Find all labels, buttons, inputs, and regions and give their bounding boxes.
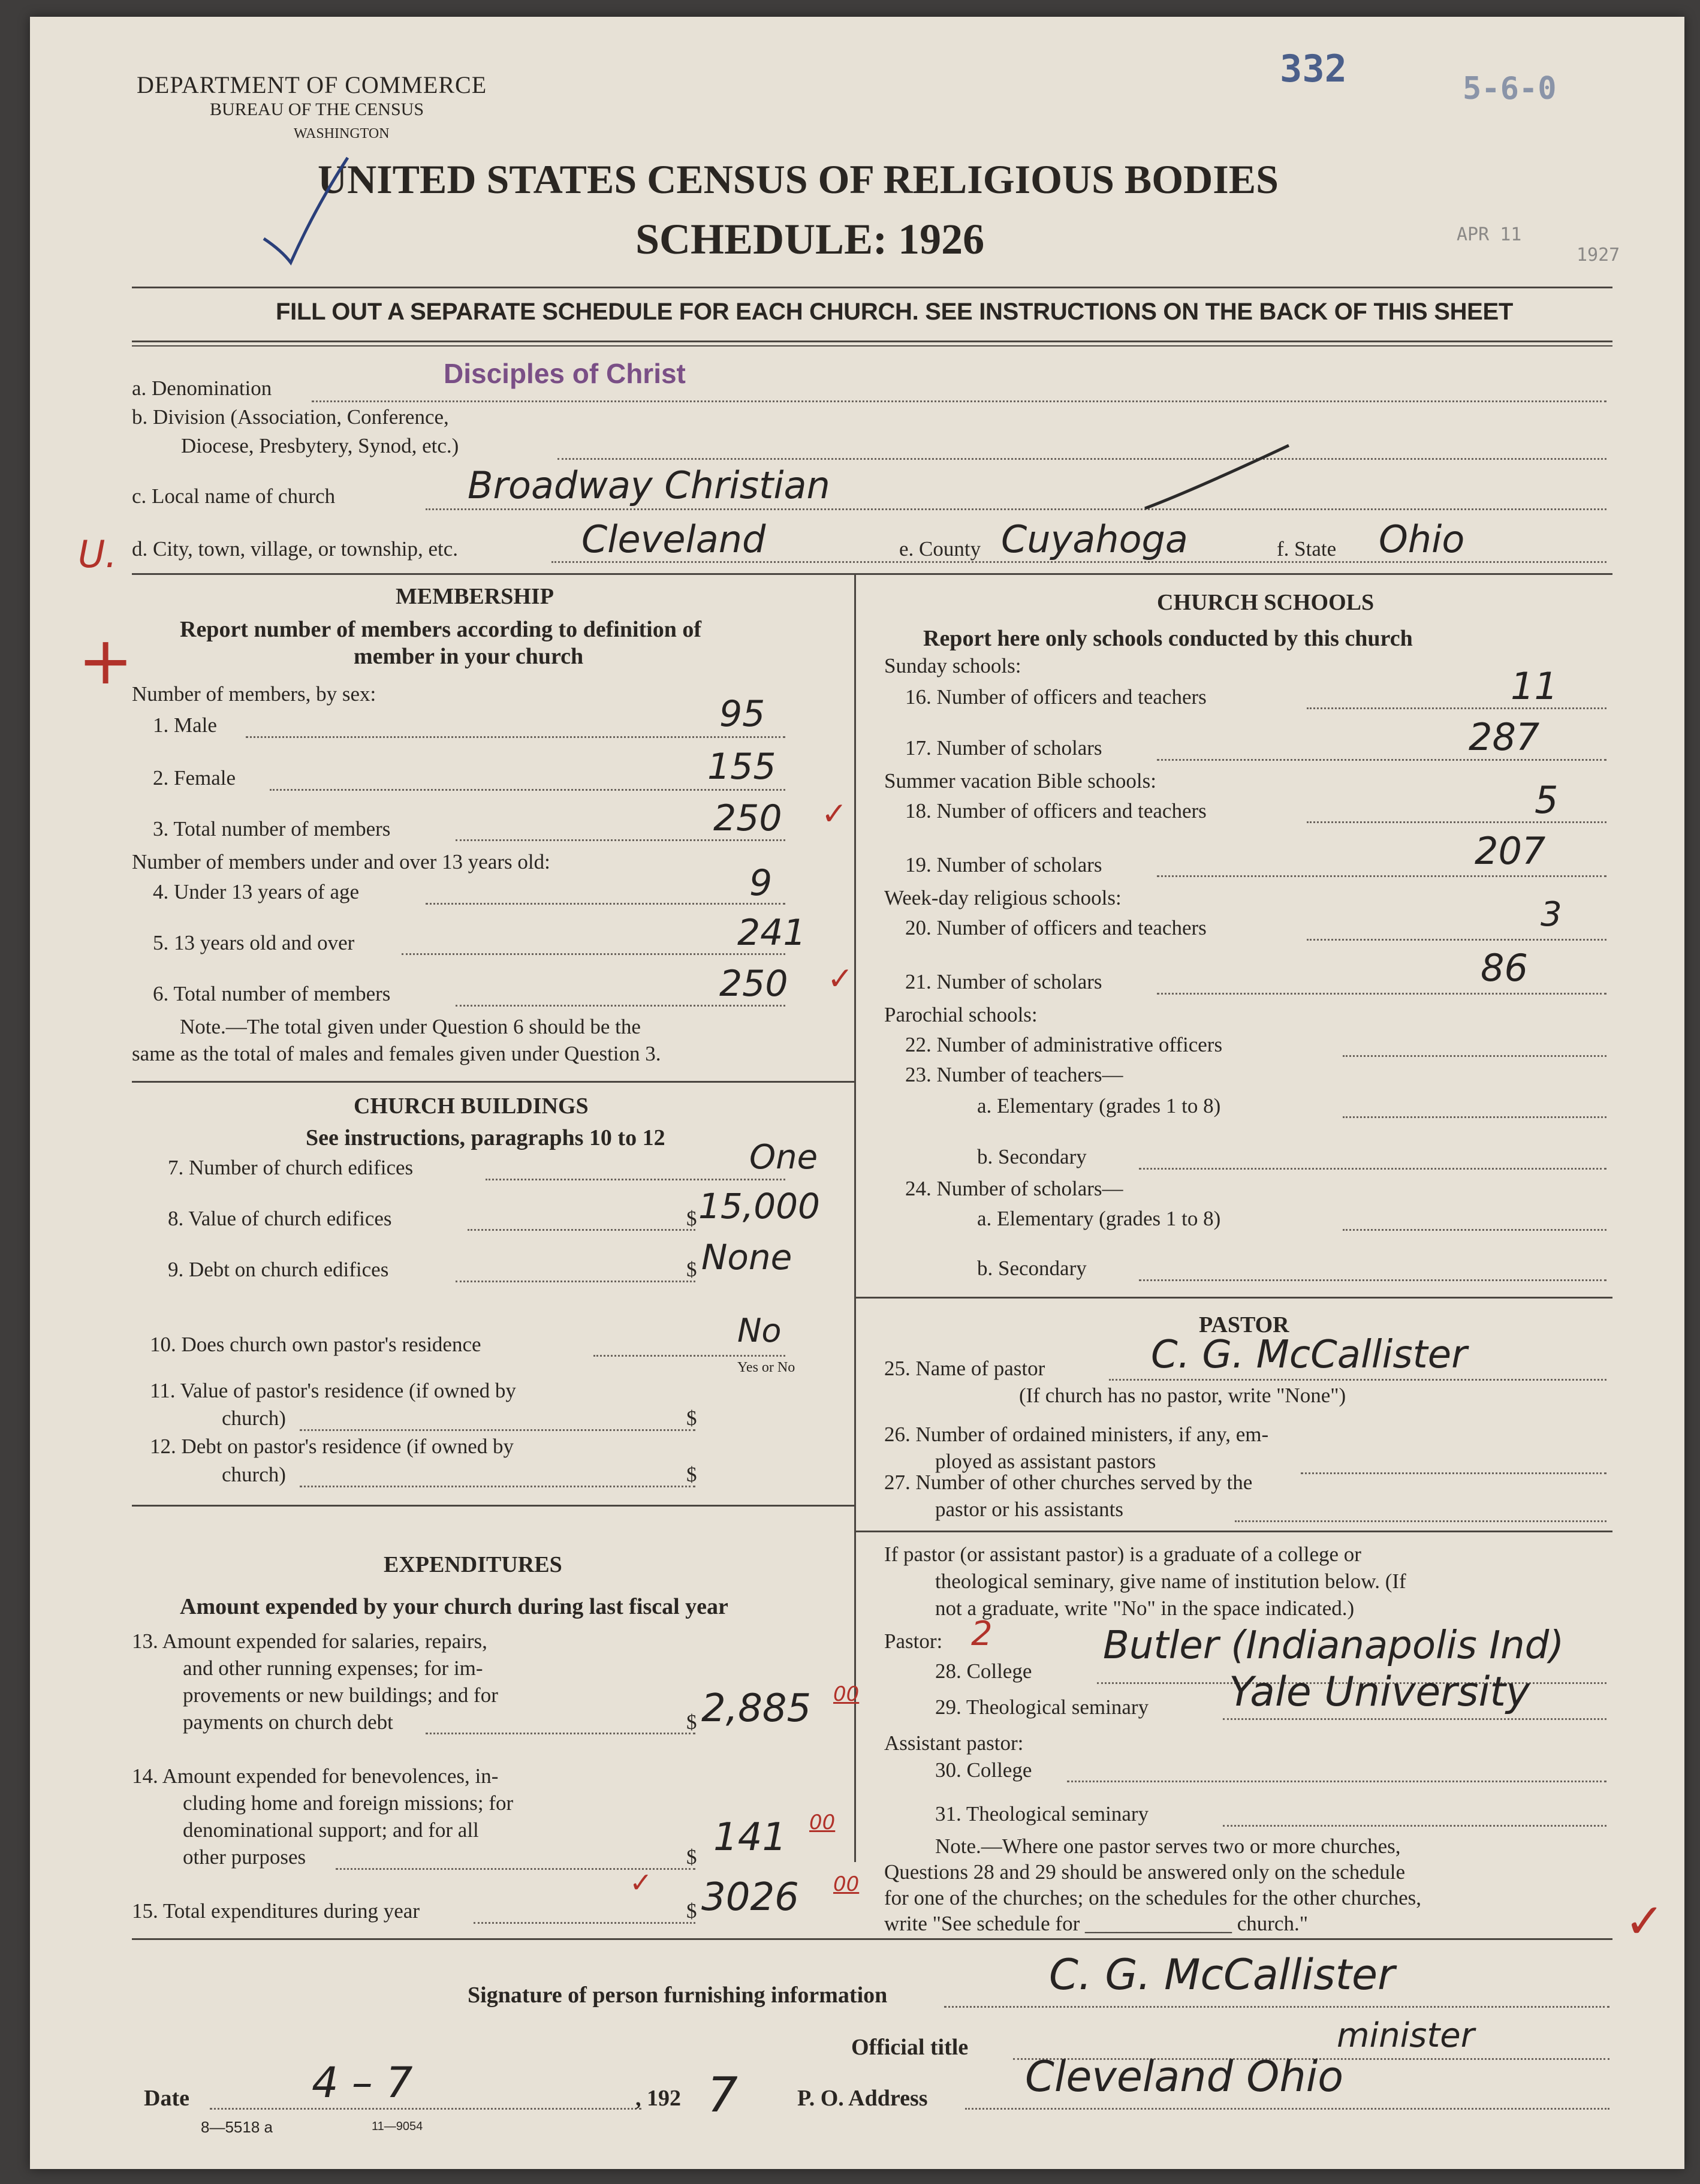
state-label: f. State xyxy=(1277,537,1337,561)
church-name-label: c. Local name of church xyxy=(132,484,336,508)
q12-label-2: church) xyxy=(222,1463,286,1486)
q24a-label: a. Elementary (grades 1 to 8) xyxy=(977,1207,1221,1230)
county-value: Cuyahoga xyxy=(1001,517,1188,561)
date-label: Date xyxy=(144,2086,189,2111)
q13-value: 2,885 xyxy=(701,1686,812,1731)
pastor-sub-label: Pastor: xyxy=(884,1629,943,1653)
margin-mark: U. xyxy=(78,532,117,576)
q9-value: None xyxy=(701,1237,792,1278)
county-label: e. County xyxy=(899,537,981,561)
q12-label: 12. Debt on pastor's residence (if owned by xyxy=(150,1435,514,1458)
expenditures-intro: Amount expended by your church during last fiscal year xyxy=(180,1594,728,1619)
official-title-value: minister xyxy=(1337,2016,1475,2055)
date-stamp: APR 11 xyxy=(1457,224,1522,245)
q29-label: 29. Theological seminary xyxy=(935,1695,1149,1719)
q13-label: 13. Amount expended for salaries, repairs, xyxy=(132,1629,487,1653)
q20-value: 3 xyxy=(1541,895,1562,934)
q14-label-3: denominational support; and for all xyxy=(183,1818,479,1842)
age-intro: Number of members under and over 13 years old: xyxy=(132,850,550,873)
pastor-heading: PASTOR xyxy=(1199,1312,1289,1337)
date-value: 4 – 7 xyxy=(312,2058,413,2107)
division-label-2: Diocese, Presbytery, Synod, etc.) xyxy=(181,434,459,457)
q28-label: 28. College xyxy=(935,1659,1032,1683)
q4-label: 4. Under 13 years of age xyxy=(153,880,360,903)
q10-label: 10. Does church own pastor's residence xyxy=(150,1333,481,1356)
q7-label: 7. Number of church edifices xyxy=(168,1156,414,1179)
q14-label: 14. Amount expended for benevolences, in- xyxy=(132,1764,499,1788)
q16-label: 16. Number of officers and teachers xyxy=(905,685,1207,709)
membership-intro: Report number of members according to definition of xyxy=(180,617,702,642)
summer-schools-label: Summer vacation Bible schools: xyxy=(884,769,1156,793)
q18-label: 18. Number of officers and teachers xyxy=(905,799,1207,823)
check-tick-q6: ✓ xyxy=(827,962,854,996)
stamp-number: 332 xyxy=(1280,47,1347,91)
form-number: 8—5518 a xyxy=(201,2118,273,2136)
denomination-label: a. Denomination xyxy=(132,376,272,400)
q6-value: 250 xyxy=(719,963,788,1005)
q2-label: 2. Female xyxy=(153,766,236,790)
date-stamp-year: 1927 xyxy=(1577,245,1620,266)
church-name-value: Broadway Christian xyxy=(468,463,830,507)
q21-value: 86 xyxy=(1481,946,1528,990)
q14-label-2: cluding home and foreign missions; for xyxy=(183,1791,514,1815)
q13-label-3: provements or new buildings; and for xyxy=(183,1683,498,1707)
q25-hint: (If church has no pastor, write "None") xyxy=(1019,1384,1346,1407)
form-title: UNITED STATES CENSUS OF RELIGIOUS BODIES xyxy=(318,156,1279,202)
membership-note-2: same as the total of males and females given under Question 3. xyxy=(132,1042,661,1065)
q31-label: 31. Theological seminary xyxy=(935,1802,1149,1825)
q1-label: 1. Male xyxy=(153,713,217,737)
q3-label: 3. Total number of members xyxy=(153,817,391,841)
q15-label: 15. Total expenditures during year xyxy=(132,1899,420,1923)
membership-heading: MEMBERSHIP xyxy=(396,584,554,609)
q19-label: 19. Number of scholars xyxy=(905,853,1102,876)
instructions-line: FILL OUT A SEPARATE SCHEDULE FOR EACH CHURCH. SEE INSTRUCTIONS ON THE BACK OF THIS SHEET xyxy=(276,299,1514,325)
q26-label: 26. Number of ordained ministers, if any, em- xyxy=(884,1423,1269,1446)
pastor-note-4: write "See schedule for ______________ church." xyxy=(884,1912,1309,1935)
year-value: 7 xyxy=(707,2067,738,2123)
stamp-code: 5-6-0 xyxy=(1463,71,1557,107)
q20-label: 20. Number of officers and teachers xyxy=(905,916,1207,939)
po-address-value: Cleveland Ohio xyxy=(1025,2052,1344,2101)
q25-value: C. G. McCallister xyxy=(1151,1333,1467,1377)
q14-value: 141 xyxy=(713,1815,787,1860)
yes-no-hint: Yes or No xyxy=(737,1360,795,1375)
q23a-label: a. Elementary (grades 1 to 8) xyxy=(977,1094,1221,1117)
weekday-schools-label: Week-day religious schools: xyxy=(884,886,1122,909)
state-value: Ohio xyxy=(1379,517,1465,561)
q28-value: Butler (Indianapolis Ind) xyxy=(1103,1623,1565,1668)
q16-value: 11 xyxy=(1511,664,1558,708)
check-mark-church-name xyxy=(1139,436,1295,520)
city-value: Cleveland xyxy=(581,517,766,561)
print-number: 11—9054 xyxy=(372,2120,423,2133)
expenditures-heading: EXPENDITURES xyxy=(384,1552,562,1577)
parochial-label: Parochial schools: xyxy=(884,1003,1038,1026)
q13-label-4: payments on church debt xyxy=(183,1710,393,1734)
official-title-label: Official title xyxy=(851,2035,969,2060)
graduate-note-3: not a graduate, write "No" in the space indicated.) xyxy=(935,1596,1355,1620)
q8-label: 8. Value of church edifices xyxy=(168,1207,392,1230)
check-mark-header xyxy=(258,149,354,269)
q15-cents: 00 xyxy=(833,1872,860,1896)
red-cross-mark: + xyxy=(78,622,134,699)
schools-heading: CHURCH SCHOOLS xyxy=(1157,590,1375,615)
denomination-value: Disciples of Christ xyxy=(444,358,686,389)
q26-label-2: ployed as assistant pastors xyxy=(935,1450,1156,1473)
graduate-note-2: theological seminary, give name of institution below. (If xyxy=(935,1570,1406,1593)
check-tick-q3: ✓ xyxy=(821,797,848,832)
pastor-note-2: Questions 28 and 29 should be answered only on the schedule xyxy=(884,1860,1406,1884)
by-sex-label: Number of members, by sex: xyxy=(132,682,376,706)
q17-label: 17. Number of scholars xyxy=(905,736,1102,760)
q5-label: 5. 13 years old and over xyxy=(153,931,355,954)
q4-value: 9 xyxy=(749,862,773,904)
q11-label-2: church) xyxy=(222,1406,286,1430)
schedule-title: SCHEDULE: 1926 xyxy=(635,215,985,263)
membership-intro-2: member in your church xyxy=(354,644,584,669)
q1-value: 95 xyxy=(719,693,765,735)
check-tick-right: ✓ xyxy=(1624,1896,1665,1948)
buildings-intro: See instructions, paragraphs 10 to 12 xyxy=(306,1125,665,1150)
census-schedule-sheet: DEPARTMENT OF COMMERCE BUREAU OF THE CENSUS WASHINGTON UNITED STATES CENSUS OF RELIGIOUS BODIES SCHEDULE: 1926 332 5-6-0 APR 11 1927 FILL OUT A SEPARATE SCHEDULE FOR EACH CHURCH. SEE INSTRUCTIONS ON THE BACK OF THIS SHEET a. Denomination Disciples of Christ b. Division (Association, Conference, Diocese, Presbytery, Synod, etc.) c. Local name of church Broadway Christian U. d. City, town, village, or township, etc. Cleveland e. County Cuyahoga f. State Ohio MEMBERSHIP Report number of members according to definition of member in your church + Number of members, by sex: 1. Male 95 2. Female 155 3. Total number of members 250 ✓ Number of members under and over 13 years old: 4. Under 13 years of age 9 5. 13 years old and over 241 6. Total number of members 250 ✓ Note.—The total given under Question 6 should be the same as the total of males and females given under Question 3. CHURCH BUILDINGS See instructions, paragraphs 10 to 12 7. Number of church edifices One 8. Value of church edifices $ 15,000 9. Debt on church edifices $ None 10. Does church own pastor's residence No Yes or No 11. Value of pastor's residence (if owned by church) $ 12. Debt on pastor's residence (if owned by church) $ EXPENDITURES Amount expended by your church during last fiscal year 13. Amount expended for salaries, repairs, and other running expenses; for im- provements or new buildings; and for payments on church debt $ 2,885 00 14. Amount expended for benevolences, in- cluding home and foreign missions; for denominational support; and for all other purposes $ 141 00 15. Total expenditures during year $ 3026 00 ✓ CHURCH SCHOOLS Report here only schools conducted by this church Sunday schools: 16. Number of officers and teachers 11 17. Number of scholars 287 Summer vacation Bible schools: 18. Number of officers and teachers 5 19. Number of scholars 207 Week-day religious schools: 20. Number of officers and teachers 3 21. Number of scholars 86 Parochial schools: 22. Number of administrative officers 23. Number of teachers— a. Elementary (grades 1 to 8) b. Secondary 24. Number of scholars— a. Elementary (grades 1 to 8) b. Secondary PASTOR 25. Name of pastor C. G. McCallister (If church has no pastor, write "None") 26. Number of ordained ministers, if any, em- ployed as assistant pastors 27. Number of other churches served by the pastor or his assistants If pastor (or assistant pastor) is a graduate of a college or theological seminary, give name of institution below. (If not a graduate, write "No" in the space indicated.) Pastor: 2 28. College Butler (Indianapolis Ind) 29. Theological seminary Yale University Assistant pastor: 30. College 31. Theological seminary Note.—Where one pastor serves two or more churches, Questions 28 and 29 should be answered only on the schedule for one of the churches; on the schedules for the other churches, write "See schedule for ______________ church." ✓ Signature of person furnishing information C. G. McCallister Official title minister Date 4 – 7 , 192 7 P. O. Address Cleveland Ohio 8—5518 a 11—9054 xyxy=(30,17,1684,2169)
q23b-label: b. Secondary xyxy=(977,1145,1087,1168)
membership-note: Note.—The total given under Question 6 should be the xyxy=(180,1015,641,1038)
bureau-label: BUREAU OF THE CENSUS xyxy=(210,100,424,119)
q5-value: 241 xyxy=(737,912,806,954)
q23-label: 23. Number of teachers— xyxy=(905,1063,1123,1086)
q15-value: 3026 xyxy=(701,1875,799,1920)
q19-value: 207 xyxy=(1475,829,1546,873)
assistant-pastor-label: Assistant pastor: xyxy=(884,1731,1024,1755)
sunday-schools-label: Sunday schools: xyxy=(884,654,1021,677)
q17-value: 287 xyxy=(1469,715,1540,759)
check-tick-q15: ✓ xyxy=(629,1867,653,1898)
department-label: DEPARTMENT OF COMMERCE xyxy=(137,71,487,98)
pastor-note-3: for one of the churches; on the schedules for the other churches, xyxy=(884,1886,1422,1909)
po-address-label: P. O. Address xyxy=(797,2086,928,2111)
city-field-label: d. City, town, village, or township, etc. xyxy=(132,537,459,561)
q29-value: Yale University xyxy=(1229,1668,1530,1716)
q6-label: 6. Total number of members xyxy=(153,982,391,1005)
q13-label-2: and other running expenses; for im- xyxy=(183,1656,483,1680)
q14-label-4: other purposes xyxy=(183,1845,306,1869)
q25-label: 25. Name of pastor xyxy=(884,1357,1045,1380)
q24-label: 24. Number of scholars— xyxy=(905,1177,1123,1200)
signature-label: Signature of person furnishing information xyxy=(468,1983,888,2008)
buildings-heading: CHURCH BUILDINGS xyxy=(354,1093,589,1119)
q27-label-2: pastor or his assistants xyxy=(935,1498,1124,1521)
q9-label: 9. Debt on church edifices xyxy=(168,1258,389,1281)
pastor-note: Note.—Where one pastor serves two or more churches, xyxy=(935,1834,1401,1858)
year-prefix: , 192 xyxy=(635,2086,681,2111)
graduate-note: If pastor (or assistant pastor) is a graduate of a college or xyxy=(884,1543,1361,1566)
q10-value: No xyxy=(737,1312,782,1349)
city-label: WASHINGTON xyxy=(294,126,390,141)
q14-cents: 00 xyxy=(809,1811,836,1834)
schools-intro: Report here only schools conducted by this church xyxy=(923,626,1413,651)
q8-value: 15,000 xyxy=(698,1186,820,1227)
q3-value: 250 xyxy=(713,797,782,839)
q22-label: 22. Number of administrative officers xyxy=(905,1033,1223,1056)
q7-value: One xyxy=(749,1138,818,1177)
q30-label: 30. College xyxy=(935,1758,1032,1782)
q27-label: 27. Number of other churches served by the xyxy=(884,1471,1253,1494)
red-number-2: 2 xyxy=(971,1614,993,1653)
q18-value: 5 xyxy=(1535,778,1559,822)
division-label: b. Division (Association, Conference, xyxy=(132,405,449,429)
signature-value: C. G. McCallister xyxy=(1049,1950,1395,1999)
q11-label: 11. Value of pastor's residence (if owned by xyxy=(150,1379,516,1402)
q24b-label: b. Secondary xyxy=(977,1257,1087,1280)
q13-cents: 00 xyxy=(833,1682,860,1706)
q2-value: 155 xyxy=(707,746,776,788)
q21-label: 21. Number of scholars xyxy=(905,970,1102,993)
